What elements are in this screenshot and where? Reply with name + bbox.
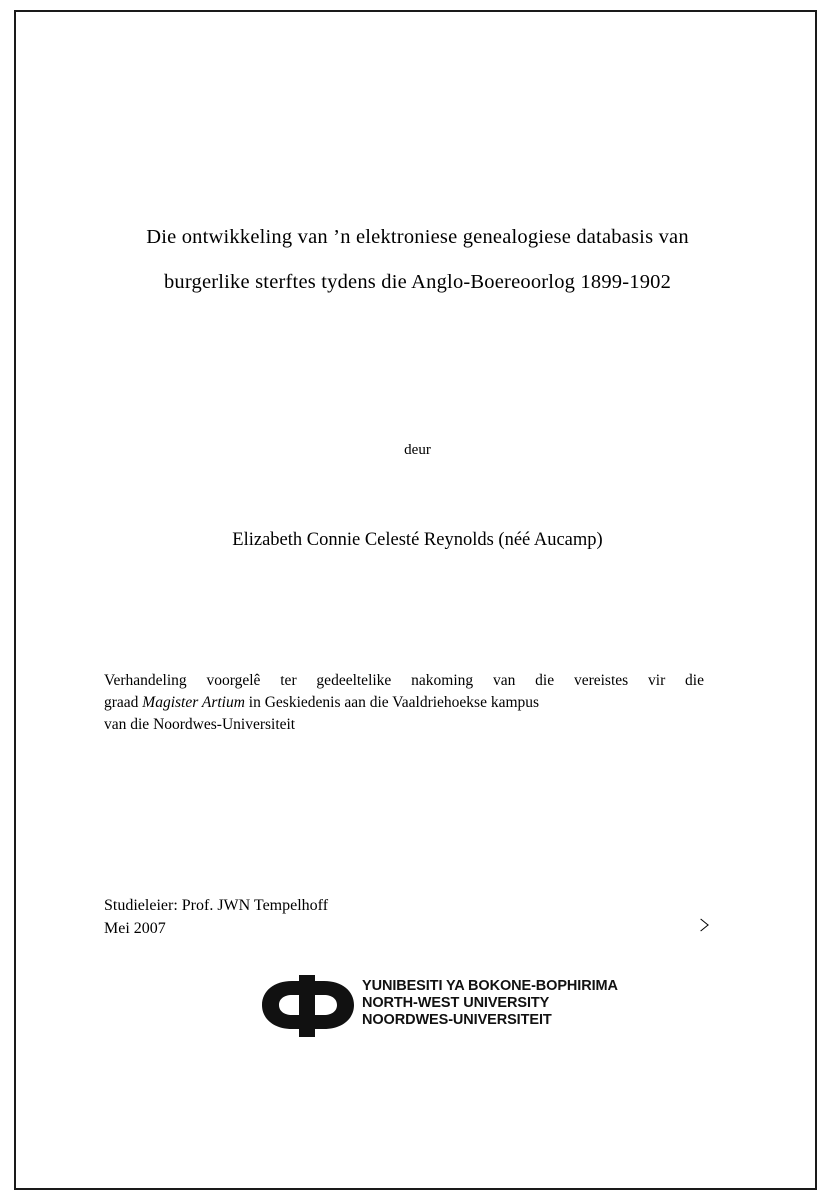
page-title: [100, 215, 735, 305]
statement-line-1: Verhandeling voorgelê ter gedeeltelike nakoming van die vereistes vir die: [104, 672, 704, 689]
logo-line-afrikaans: NOORDWES-UNIVERSITEIT: [362, 1012, 552, 1028]
statement-line-2-suffix: in Geskiedenis aan die Vaaldriehoekse kampus: [244, 694, 540, 711]
date-text: Mei 2007: [104, 920, 166, 937]
page-content: [100, 10, 735, 1190]
supervisor-block: [104, 894, 704, 940]
nwu-logo-icon: [250, 975, 368, 1037]
logo-text-block: [362, 978, 618, 1029]
statement-line-2: [104, 692, 704, 714]
logo-line-english: NORTH-WEST UNIVERSITY: [362, 995, 550, 1011]
title-line-1: Die ontwikkeling van ’n elektroniese genealogiese databasis van: [146, 226, 689, 248]
degree-name: Magister Artium: [142, 694, 245, 711]
by-word: deur: [404, 442, 431, 458]
supervisor-line: Studieleier: Prof. JWN Tempelhoff: [104, 897, 329, 914]
logo-line-setswana: YUNIBESITI YA BOKONE-BOPHIRIMA: [362, 978, 618, 994]
statement-line-3: van die Noordwes-Universiteit: [104, 716, 296, 733]
author-name: Elizabeth Connie Celesté Reynolds (néé Aucamp): [232, 530, 603, 550]
statement-line-2-prefix: graad: [104, 694, 143, 711]
title-line-2: burgerlike sterftes tydens die Anglo-Boereoorlog 1899-1902: [163, 271, 672, 293]
degree-statement: [104, 670, 704, 736]
date-line-wrapper: [104, 917, 704, 940]
date-line: [104, 917, 704, 940]
university-logo: [250, 973, 650, 1043]
